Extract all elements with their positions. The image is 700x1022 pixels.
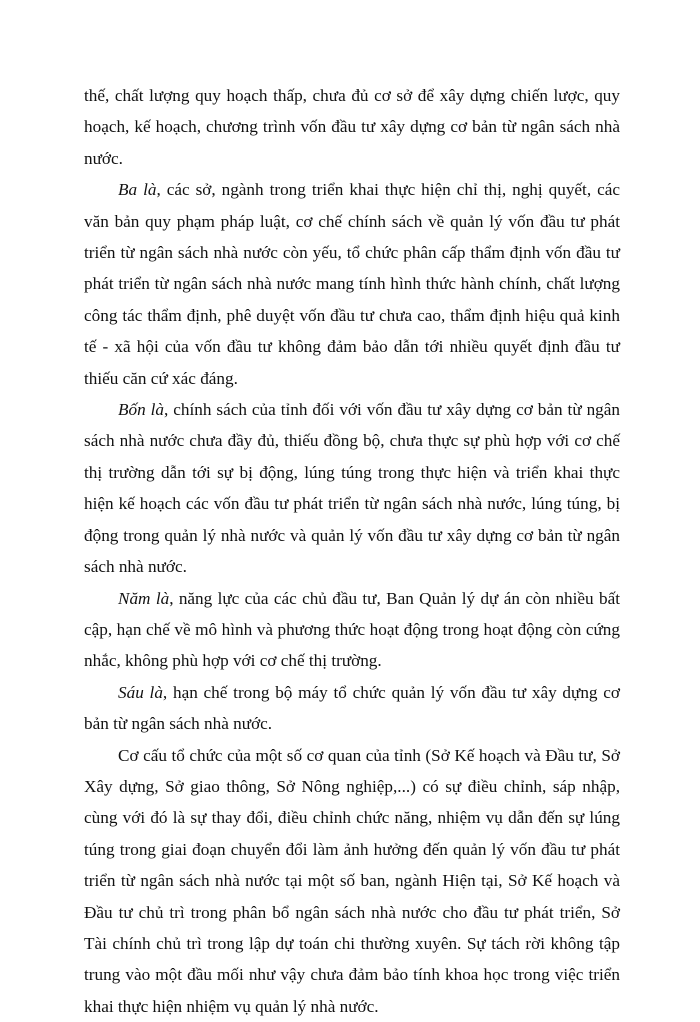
paragraph-ba-la bbox=[84, 174, 620, 394]
paragraph-lead-italic: Năm là bbox=[118, 588, 170, 608]
paragraph-text: Cơ cấu tổ chức của một số cơ quan của tỉnh (Sở Kế hoạch và Đầu tư, Sở Xây dựng, Sở giao thông, Sở Nông nghiệp,...) có sự điều chỉnh, sáp nhập, cùng với đó là sự thay đổi, điều chỉnh chức năng, nhiệm vụ dẫn đến sự lúng túng trong giai đoạn chuyển đổi làm ảnh hưởng đến quản lý vốn đầu tư phát triển từ ngân sách nhà nước tại một số ban, ngành Hiện tại, Sở Kế hoạch và Đầu tư chủ trì trong phân bổ ngân sách nhà nước cho đầu tư phát triển, Sở Tài chính chủ trì trong lập dự toán chi thường xuyên. Sự tách rời không tập trung vào một đầu mối như vậy chưa đảm bảo tính khoa học trong việc triển khai thực hiện nhiệm vụ quản lý nhà nước. bbox=[84, 745, 620, 1016]
document-page bbox=[84, 80, 620, 1022]
paragraph-sau-la bbox=[84, 677, 620, 740]
paragraph-lead-italic: Bốn là bbox=[118, 400, 165, 420]
paragraph-nam-la bbox=[84, 583, 620, 677]
paragraph-text: , chính sách của tỉnh đối với vốn đầu tư xây dựng cơ bản từ ngân sách nhà nước chưa đầy đủ, thiếu đồng bộ, chưa thực sự phù hợp với cơ chế thị trường dẫn tới sự bị động, lúng túng trong thực hiện và triển khai thực hiện kế hoạch các vốn đầu tư phát triển từ ngân sách nhà nước, lúng túng, bị động trong quản lý nhà nước và quản lý vốn đầu tư xây dựng cơ bản từ ngân sách nhà nước. bbox=[84, 400, 620, 577]
paragraph-lead-italic: Sáu là bbox=[118, 682, 163, 702]
paragraph-co-cau-to-chuc bbox=[84, 740, 620, 1022]
paragraph-continuation bbox=[84, 80, 620, 174]
paragraph-text: thế, chất lượng quy hoạch thấp, chưa đủ cơ sở để xây dựng chiến lược, quy hoạch, kế hoạch, chương trình vốn đầu tư xây dựng cơ bản từ ngân sách nhà nước. bbox=[84, 86, 620, 168]
paragraph-bon-la bbox=[84, 394, 620, 582]
paragraph-lead-italic: Ba là bbox=[118, 180, 157, 200]
paragraph-text: , hạn chế trong bộ máy tổ chức quản lý vốn đầu tư xây dựng cơ bản từ ngân sách nhà nước. bbox=[84, 682, 621, 734]
paragraph-text: , năng lực của các chủ đầu tư, Ban Quản lý dự án còn nhiều bất cập, hạn chế về mô hình và phương thức hoạt động trong hoạt động còn cứng nhắc, không phù hợp với cơ chế thị trường. bbox=[84, 588, 620, 671]
paragraph-text: , các sở, ngành trong triển khai thực hiện chỉ thị, nghị quyết, các văn bản quy phạm pháp luật, cơ chế chính sách về quản lý vốn đầu tư phát triển từ ngân sách nhà nước còn yếu, tổ chức phân cấp thẩm định vốn đầu tư phát triển từ ngân sách nhà nước mang tính hình thức hành chính, chất lượng công tác thẩm định, phê duyệt vốn đầu tư chưa cao, thẩm định hiệu quả kinh tế - xã hội của vốn đầu tư không đảm bảo dẫn tới nhiều quyết định đầu tư thiếu căn cứ xác đáng. bbox=[84, 180, 620, 388]
